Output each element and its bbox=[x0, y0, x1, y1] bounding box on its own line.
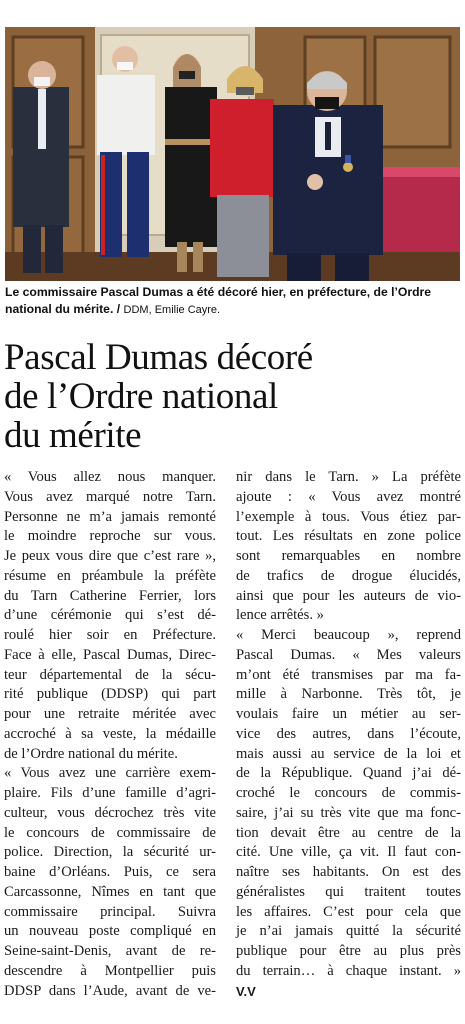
body-line: rité publique (DDSP) qui part bbox=[4, 686, 216, 703]
body-line: DDSP dans l’Aude, avant de ve- bbox=[4, 982, 216, 999]
body-line: publique pour être au plus près bbox=[236, 943, 461, 959]
ceremony-photo bbox=[5, 27, 460, 281]
body-line: nir dans le Tarn. » La préfète bbox=[236, 469, 461, 485]
article-headline bbox=[4, 338, 462, 455]
body-line: du Tarn Catherine Ferrier, lors bbox=[4, 587, 216, 604]
body-line: « Vous allez nous manquer. bbox=[4, 469, 216, 485]
body-line: roulé hier soir en Préfecture. bbox=[4, 627, 216, 643]
body-line: le moindre reproche sur vous. bbox=[4, 528, 216, 545]
body-line: Personne ne m’a jamais remonté bbox=[4, 508, 216, 525]
body-line: pour une retraite méritée avec bbox=[4, 706, 216, 722]
body-line: résume en préambule la préfète bbox=[4, 567, 216, 584]
body-line: plaire. Fils d’une famille d’agri- bbox=[4, 785, 216, 801]
body-line: ainsi que pour les auteurs de vio- bbox=[236, 587, 461, 604]
caption-text: Le commissaire Pascal Dumas a été décoré hier, en préfecture, de l’Ordre national du mérite. bbox=[5, 285, 432, 316]
article-body-right-column bbox=[236, 468, 461, 1001]
photo-credit: DDM, Emilie Cayre. bbox=[123, 304, 221, 316]
body-line: ajoute : « Vous avez montré bbox=[236, 488, 461, 505]
body-line: tion devait être au centre de la bbox=[236, 824, 461, 841]
author-signature: V.V bbox=[236, 983, 256, 999]
body-line: je n’ai jamais quitté la sécurité bbox=[236, 923, 461, 940]
body-line: de la République. Quand j’ai dé- bbox=[236, 765, 461, 782]
caption-separator: / bbox=[113, 302, 124, 316]
body-line: les affaires. C’est pour cela que bbox=[236, 903, 461, 920]
body-line: accroché à sa veste, la médaille bbox=[4, 725, 216, 742]
body-line: sont remarquables en nombre bbox=[236, 548, 461, 564]
body-line: « Vous avez une carrière exem- bbox=[4, 765, 216, 782]
body-line: Seine-saint-Denis, avant de re- bbox=[4, 943, 216, 959]
body-line: commissaire principal. Suivra bbox=[4, 903, 216, 920]
body-line: d’une cérémonie qui s’est dé- bbox=[4, 607, 216, 624]
body-line: l’exemple à tous. Vous étiez par- bbox=[236, 508, 461, 525]
headline-line: Pascal Dumas décoré bbox=[4, 337, 313, 378]
body-line: croché le concours de commis- bbox=[236, 785, 461, 801]
body-line: lence arrêtés. » bbox=[236, 607, 324, 624]
body-line: du terrain… à chaque instant. » bbox=[236, 962, 461, 979]
body-line: Pascal Dumas. « Mes valeurs bbox=[236, 646, 461, 663]
body-line: Vous avez marqué notre Tarn. bbox=[4, 488, 216, 505]
body-line: généralistes qui traitent toutes bbox=[236, 883, 461, 900]
body-line: de trafics de drogue élucidés, bbox=[236, 567, 461, 584]
article-body-left-column bbox=[4, 468, 216, 1001]
body-line: le concours de commissaire de bbox=[4, 824, 216, 841]
body-line: police. Direction, la sécurité ur- bbox=[4, 844, 216, 861]
body-line: culteur, vous décrochez très vite bbox=[4, 804, 216, 821]
photo-caption bbox=[5, 284, 460, 319]
body-line: voulais faire un métier au ser- bbox=[236, 706, 461, 722]
body-line: vice des autres, dans l’écoute, bbox=[236, 725, 461, 742]
body-line: de l’Ordre national du mérite. bbox=[4, 745, 178, 762]
body-line: tout. Les résultats en zone police bbox=[236, 528, 461, 545]
body-line: saire, j’ai su très vite que ma fonc- bbox=[236, 804, 461, 821]
body-line: cité. Une ville, ça vit. Il faut con- bbox=[236, 844, 461, 861]
body-line: un nouveau poste compliqué en bbox=[4, 923, 216, 940]
headline-line: du mérite bbox=[4, 415, 142, 456]
body-line: Face à elle, Pascal Dumas, Direc- bbox=[4, 646, 216, 663]
body-line: « Merci beaucoup », reprend bbox=[236, 627, 461, 643]
body-line: descendre à Montpellier puis bbox=[4, 962, 216, 979]
body-line: teur départemental de la sécu- bbox=[4, 666, 216, 683]
headline-line: de l’Ordre national bbox=[4, 376, 278, 417]
body-line: baine d’Orléans. Puis, ce sera bbox=[4, 864, 216, 880]
body-line: mais aussi au service de la loi et bbox=[236, 745, 461, 762]
body-line: m’ont été transmises par ma fa- bbox=[236, 666, 461, 683]
body-line: mille à Narbonne. Très tôt, je bbox=[236, 686, 461, 703]
body-line: Je peux vous dire que c’est rare », bbox=[4, 548, 216, 564]
body-line: Carcassonne, Nîmes en tant que bbox=[4, 883, 216, 900]
body-line: naître ses habitants. On est des bbox=[236, 864, 461, 880]
